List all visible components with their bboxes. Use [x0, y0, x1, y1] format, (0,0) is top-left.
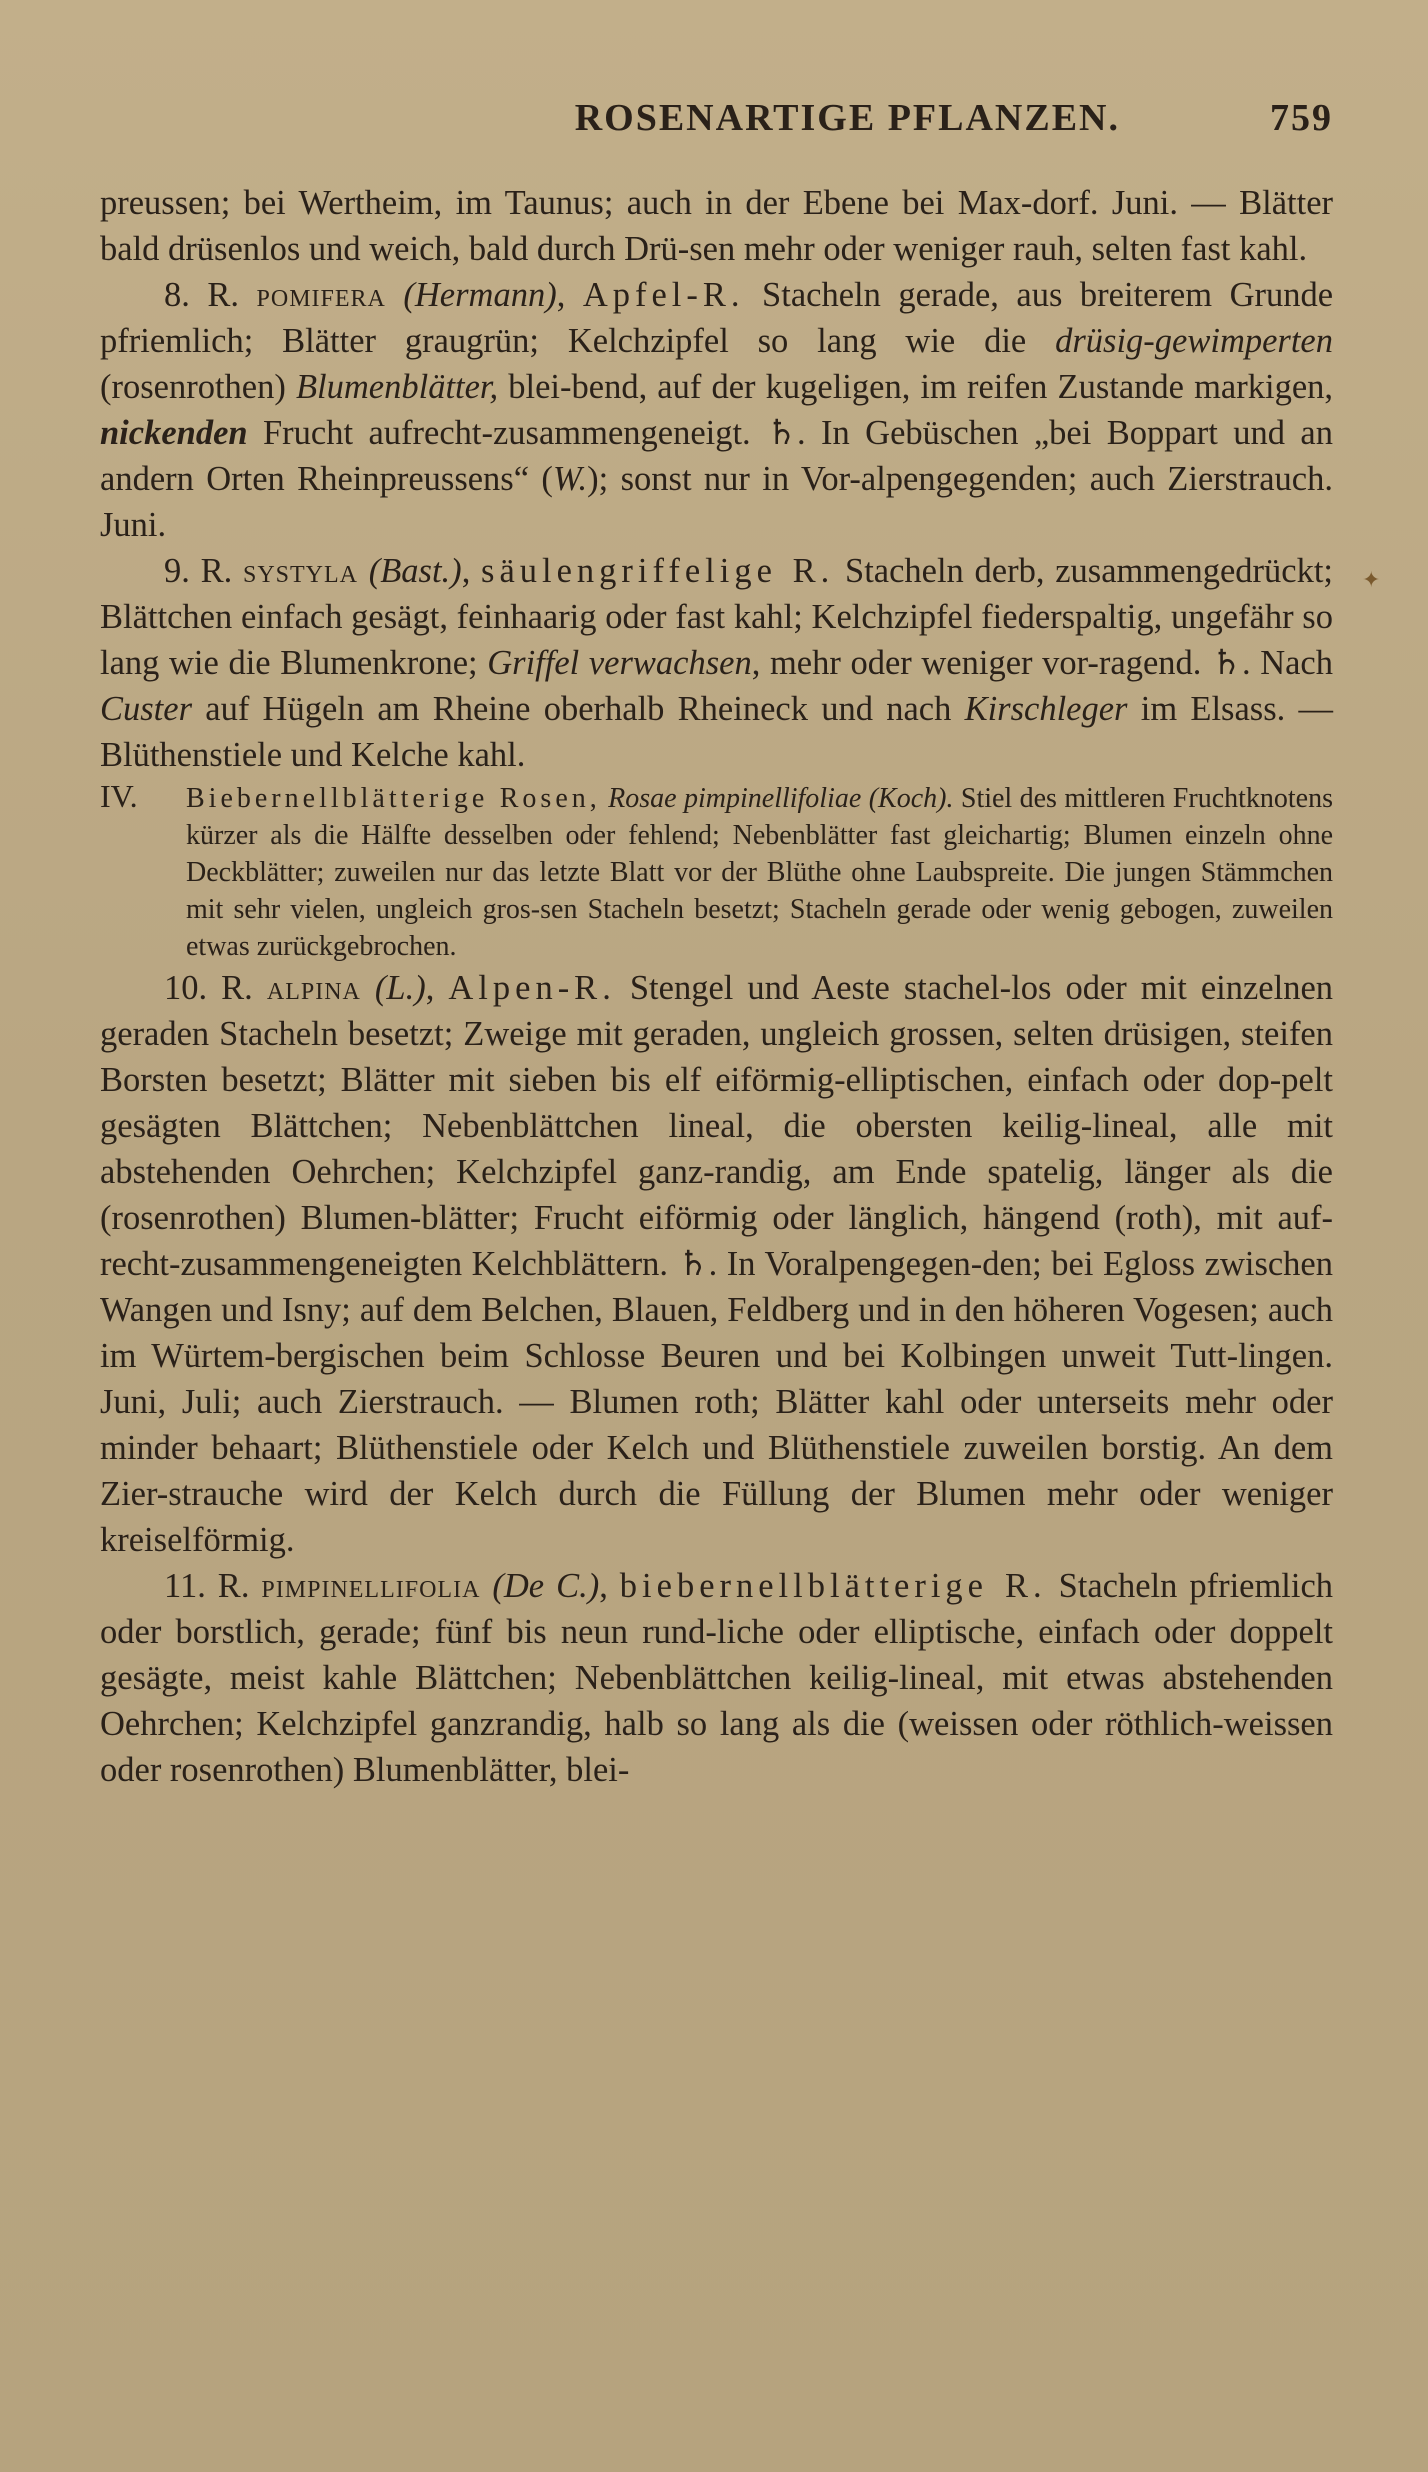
- section-title: Biebernellblätterige Rosen,: [186, 783, 601, 814]
- species-author: (Bast.): [368, 552, 462, 590]
- description-italic: W.: [552, 460, 588, 498]
- species-name: pomifera: [256, 276, 386, 314]
- section-author: (Koch).: [868, 783, 954, 814]
- species-author: (De C.): [492, 1567, 600, 1605]
- section-number: IV.: [100, 778, 138, 814]
- margin-mark: ✦: [1362, 568, 1381, 593]
- description-text: blei-bend, auf der kugeligen, im reifen Zustande markigen,: [508, 368, 1334, 406]
- section-iv-heading: [100, 778, 1333, 965]
- species-common-name: biebernellblätterige R.: [619, 1567, 1047, 1605]
- description-italic: Griffel verwachsen: [487, 644, 752, 682]
- species-9-entry: 9. R. systyla (Bast.), säulengriffelige R. Stacheln derb, zusammengedrückt; Blättchen einfach gesägt, feinhaarig oder fast kahl; Kelchzipfel fiederspaltig, ungefähr so lang wie die Blumenkrone; Griffel verwachsen, mehr oder weniger vor-ragend. ♄. Nach Custer auf Hügeln am Rheine oberhalb Rheineck und nach Kirschleger im Elsass. — Blüthenstiele und Kelche kahl.: [100, 552, 1334, 774]
- species-10-entry: 10. R. alpina (L.), Alpen-R. Stengel und Aeste stachel-los oder mit einzelnen geraden Stacheln besetzt; Zweige mit geraden, ungleich grossen, selten drüsigen, steifen Borsten besetzt; Blätter mit sieben bis elf eiförmig-elliptischen, einfach oder dop-pelt gesägten Blättchen; Nebenblättchen lineal, die obersten keilig-lineal, alle mit abstehenden Oehrchen; Kelchzipfel ganz-randig, am Ende spatelig, länger als die (rosenrothen) Blumen-blätter; Frucht eiförmig oder länglich, hängend (roth), mit auf-recht-zusammengeneigten Kelchblättern. ♄. In Voralpengegen-den; bei Egloss zwischen Wangen und Isny; auf dem Belchen, Blauen, Feldberg und in den höheren Vogesen; auch im Würtem-bergischen beim Schlosse Beuren und bei Kolbingen unweit Tutt-lingen. Juni, Juli; auch Zierstrauch. — Blumen roth; Blätter kahl oder unterseits mehr oder minder behaart; Blüthenstiele oder Kelch und Blüthenstiele zuweilen borstig. An dem Zier-strauche wird der Kelch durch die Füllung der Blumen mehr oder weniger kreiselförmig.: [100, 969, 1334, 1559]
- running-title: ROSENARTIGE PFLANZEN.: [574, 97, 1120, 139]
- species-author: (L.): [374, 969, 426, 1007]
- species-8-entry: 8. R. pomifera (Hermann), Apfel-R. Stacheln gerade, aus breiterem Grunde pfriemlich; Blätter graugrün; Kelchzipfel so lang wie die drüsig-gewimperten (rosenrothen) Blumenblätter, blei-bend, auf der kugeligen, im reifen Zustande markigen, nickenden Frucht aufrecht-zusammengeneigt. ♄. In Gebüschen „bei Boppart und an andern Orten Rheinpreussens“ (W.); sonst nur in Vor-alpengegenden; auch Zierstrauch. Juni.: [100, 276, 1334, 544]
- species-common-name: säulengriffelige R.: [481, 552, 835, 590]
- species-author: (Hermann): [403, 276, 557, 314]
- species-number: 8. R.: [164, 276, 240, 314]
- description-text: (rosenrothen): [100, 368, 286, 406]
- paragraph-continuation: preussen; bei Wertheim, im Taunus; auch in der Ebene bei Max-dorf. Juni. — Blätter bald drüsenlos und weich, bald durch Drü-sen mehr oder weniger rauh, selten fast kahl.: [100, 184, 1333, 268]
- page-body: [100, 180, 1333, 1793]
- description-text: Stacheln derb, zusammengedrückt; Blättchen einfach gesägt, feinhaarig oder fast kahl; Kelchzipfel fiederspaltig, ungefähr so lang wie die Blumenkrone;: [100, 552, 1334, 682]
- description-text: Frucht aufrecht-zusammengeneigt. ♄. In Gebüschen „bei Boppart und an andern Orten Rheinpreussens“ (: [100, 414, 1333, 498]
- description-text: Stacheln pfriemlich oder borstlich, gerade; fünf bis neun rund-liche oder elliptische, einfach oder doppelt gesägte, meist kahle Blättchen; Nebenblättchen keilig-lineal, mit etwas abstehenden Oehrchen; Kelchzipfel ganzrandig, halb so lang als die (weissen oder röthlich-weissen oder rosenrothen) Blumenblätter, blei-: [100, 1567, 1334, 1789]
- section-description: Stiel des mittleren Fruchtknotens kürzer als die Hälfte desselben oder fehlend; Nebenblätter fast gleichartig; Blumen einzeln ohne Deckblätter; zuweilen nur das letzte Blatt vor der Blüthe ohne Laubspreite. Die jungen Stämmchen mit sehr vielen, ungleich gros-sen Stacheln besetzt; Stacheln gerade oder wenig gebogen, zuweilen etwas zurückgebrochen.: [186, 783, 1334, 962]
- species-common-name: Apfel-R.: [582, 276, 745, 314]
- description-italic: Custer: [100, 690, 193, 728]
- species-number: 10. R.: [164, 969, 253, 1007]
- species-number: 9. R.: [164, 552, 233, 590]
- description-italic: Kirschleger: [964, 690, 1128, 728]
- description-italic: nickenden: [100, 414, 248, 452]
- description-text: im Elsass. — Blüthenstiele und Kelche kahl.: [100, 690, 1334, 774]
- page-header: [100, 88, 1333, 148]
- species-name: systyla: [242, 552, 358, 590]
- description-italic: drüsig-gewimperten: [1055, 322, 1333, 360]
- description-italic: Blumenblätter,: [295, 368, 499, 406]
- description-text: Stacheln gerade, aus breiterem Grunde pfriemlich; Blätter graugrün; Kelchzipfel so lang wie die: [100, 276, 1334, 360]
- description-text: auf Hügeln am Rheine oberhalb Rheineck und nach: [205, 690, 952, 728]
- description-text: ); sonst nur in Vor-alpengegenden; auch Zierstrauch. Juni.: [100, 460, 1333, 544]
- description-text: Stengel und Aeste stachel-los oder mit einzelnen geraden Stacheln besetzt; Zweige mit geraden, ungleich grossen, selten drüsigen, steifen Borsten besetzt; Blätter mit sieben bis elf eiförmig-elliptischen, einfach oder dop-pelt gesägten Blättchen; Nebenblättchen lineal, die obersten keilig-lineal, alle mit abstehenden Oehrchen; Kelchzipfel ganz-randig, am Ende spatelig, länger als die (rosenrothen) Blumen-blätter; Frucht eiförmig oder länglich, hängend (roth), mit auf-recht-zusammengeneigten Kelchblättern. ♄. In Voralpengegen-den; bei Egloss zwischen Wangen und Isny; auf dem Belchen, Blauen, Feldberg und in den höheren Vogesen; auch im Würtem-bergischen beim Schlosse Beuren und bei Kolbingen unweit Tutt-lingen. Juni, Juli; auch Zierstrauch. — Blumen roth; Blätter kahl oder unterseits mehr oder minder behaart; Blüthenstiele oder Kelch und Blüthenstiele zuweilen borstig. An dem Zier-strauche wird der Kelch durch die Füllung der Blumen mehr oder weniger kreiselförmig.: [100, 969, 1334, 1559]
- species-number: 11. R.: [164, 1567, 250, 1605]
- species-11-entry: 11. R. pimpinellifolia (De C.), biebernellblätterige R. Stacheln pfriemlich oder borstlich, gerade; fünf bis neun rund-liche oder elliptische, einfach oder doppelt gesägte, meist kahle Blättchen; Nebenblättchen keilig-lineal, mit etwas abstehenden Oehrchen; Kelchzipfel ganzrandig, halb so lang als die (weissen oder röthlich-weissen oder rosenrothen) Blumenblätter, blei-: [100, 1567, 1334, 1789]
- species-name: pimpinellifolia: [261, 1567, 481, 1605]
- page-number: 759: [1270, 97, 1333, 139]
- species-name: alpina: [266, 969, 361, 1007]
- species-common-name: Alpen-R.: [448, 969, 616, 1007]
- description-text: , mehr oder weniger vor-ragend. ♄. Nach: [751, 644, 1333, 682]
- section-latin-name: Rosae pimpinellifoliae: [608, 783, 862, 814]
